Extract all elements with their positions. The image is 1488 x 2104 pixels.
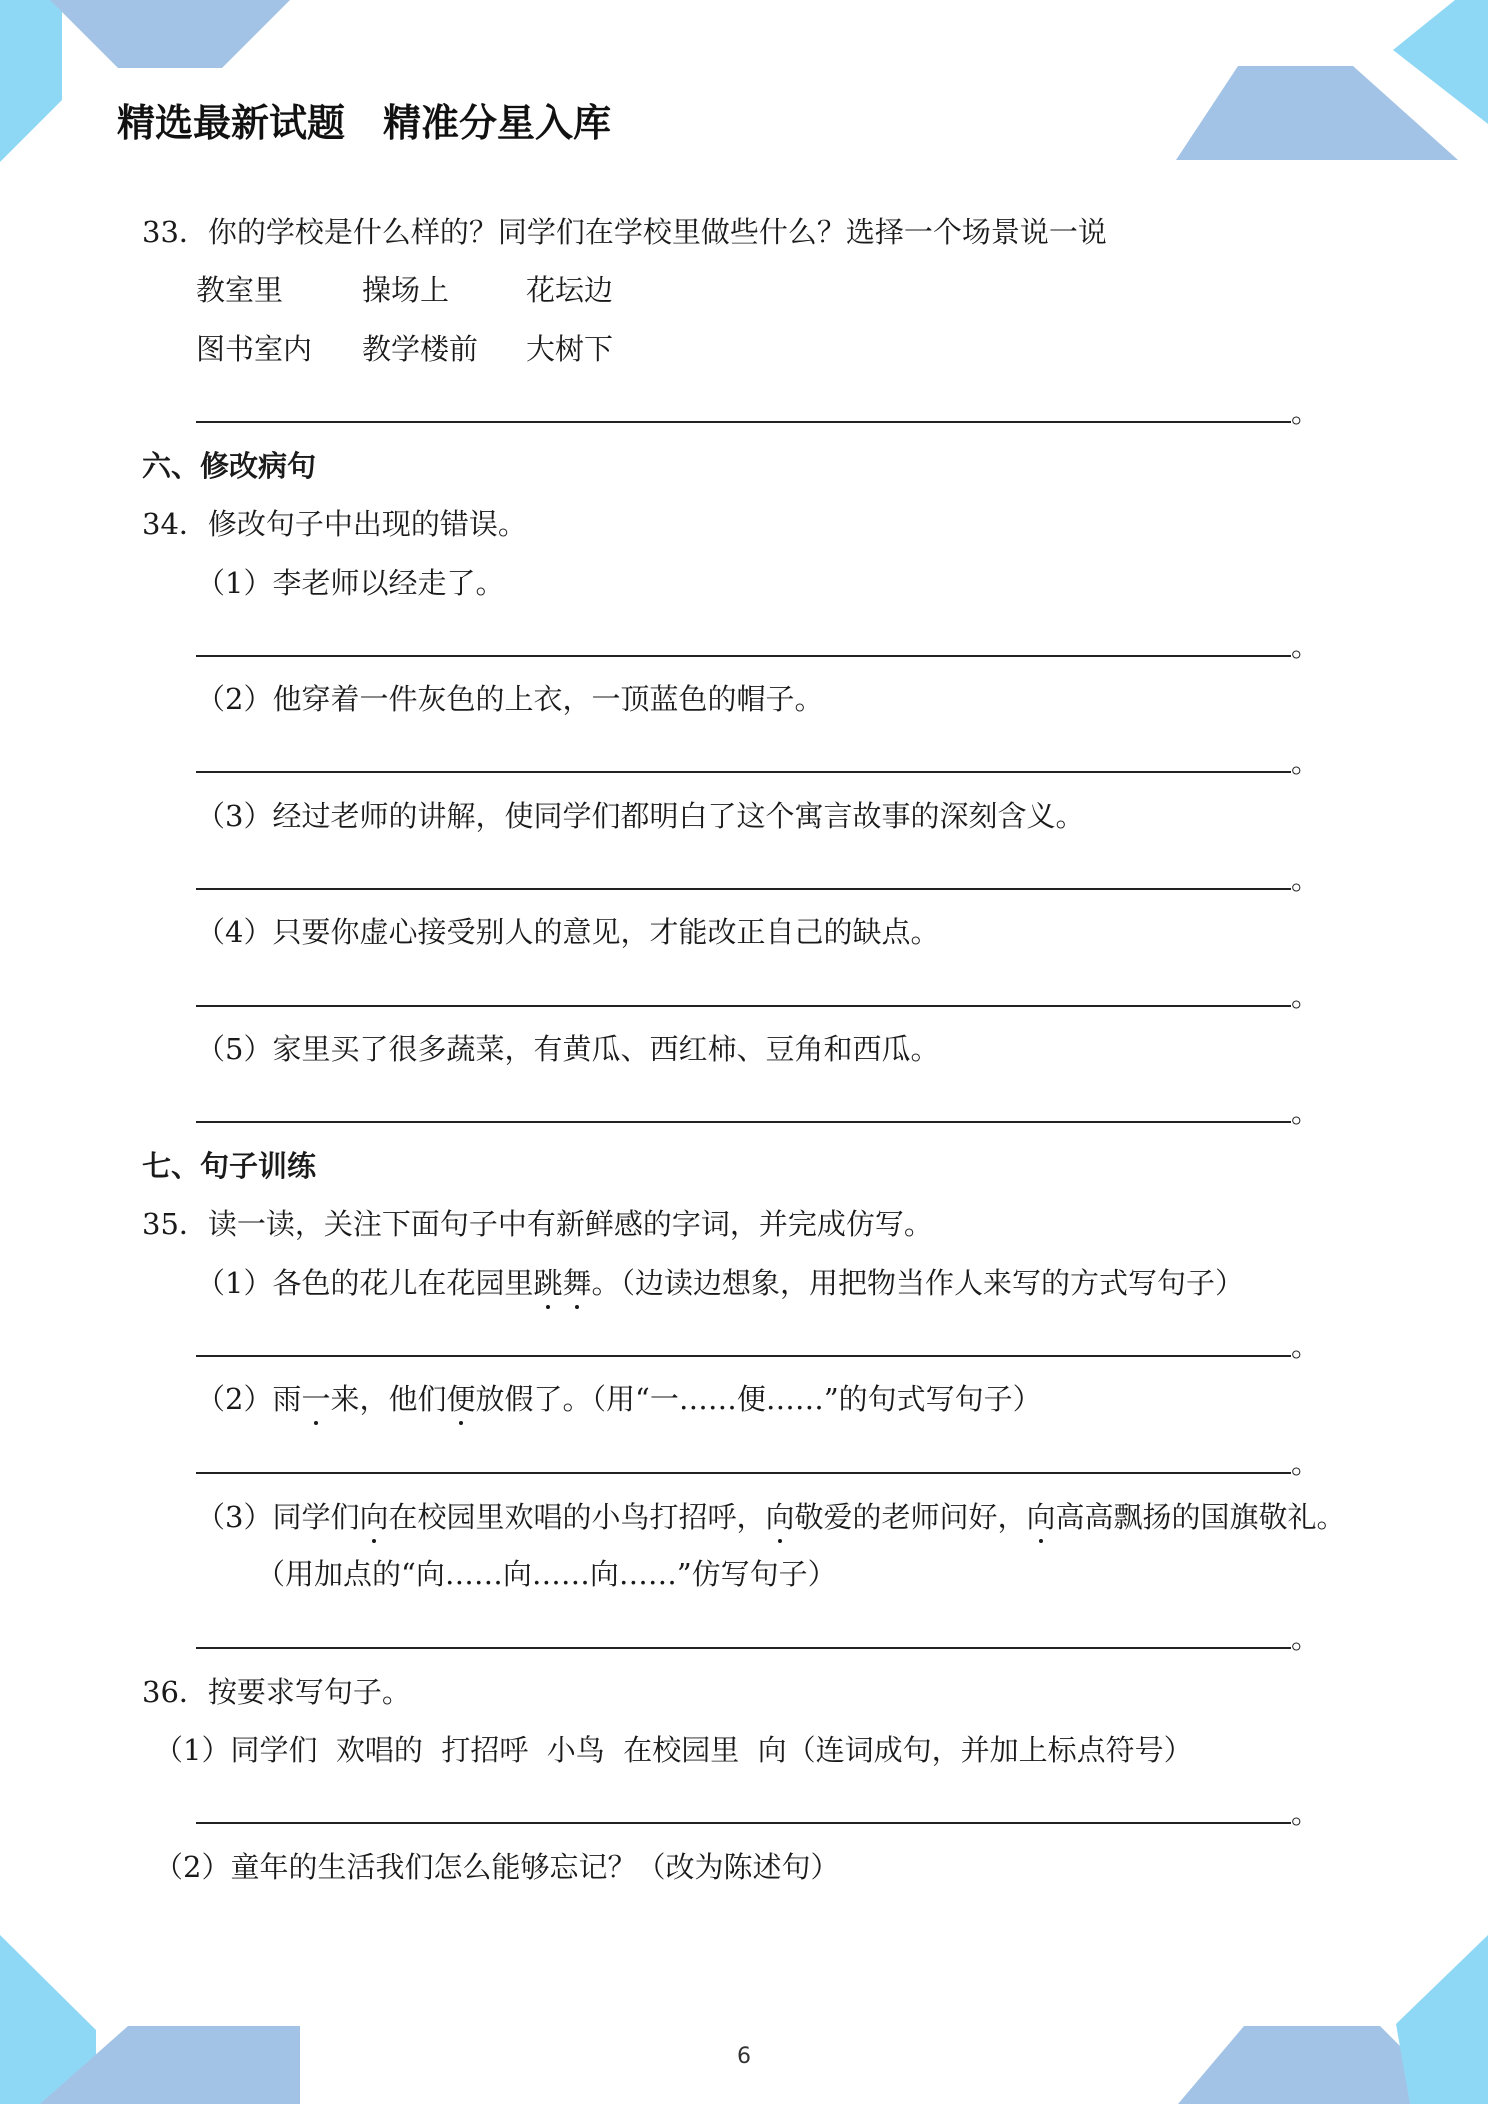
- answer-line[interactable]: [196, 1472, 1291, 1474]
- question-33: 33．你的学校是什么样的？同学们在学校里做些什么？选择一个场景说一说: [142, 215, 1107, 249]
- answer-line[interactable]: [196, 1121, 1291, 1123]
- section-heading-6: 六、修改病句: [142, 449, 317, 483]
- dotted-character: 向: [765, 1500, 795, 1534]
- scene-option: 图书室内: [196, 332, 313, 366]
- sentence-item: （1）李老师以经走了。: [196, 566, 505, 600]
- sentence-text: 来，他们: [330, 1382, 447, 1416]
- sentence-text: 在校园里欢唱的小鸟打招呼，: [388, 1500, 766, 1534]
- dotted-character: 向: [359, 1500, 389, 1534]
- sentence-text: （2）雨: [196, 1382, 302, 1416]
- answer-line[interactable]: [196, 655, 1291, 657]
- question-35: 35．读一读，关注下面句子中有新鲜感的字词，并完成仿写。: [142, 1207, 933, 1241]
- dotted-character: 便: [446, 1382, 476, 1416]
- answer-line-end-mark: 。: [1291, 1796, 1321, 1830]
- sentence-text: 高高飘扬的国旗敬礼。: [1055, 1500, 1346, 1534]
- answer-line-end-mark: 。: [1291, 1446, 1321, 1480]
- answer-line-end-mark: 。: [1291, 629, 1321, 663]
- top-left-band: [50, 0, 290, 68]
- header-title: 精选最新试题 精准分星入库: [117, 101, 612, 145]
- bottom-right-triangle: [1396, 1935, 1488, 2104]
- answer-line-end-mark: 。: [1291, 862, 1321, 896]
- question-36: 36．按要求写句子。: [142, 1675, 411, 1709]
- scene-option: 操场上: [362, 273, 450, 307]
- sentence-item: [196, 1265, 1244, 1301]
- scene-option: 教室里: [196, 273, 284, 307]
- answer-line[interactable]: [196, 421, 1291, 423]
- sentence-item: （5）家里买了很多蔬菜，有黄瓜、西红柿、豆角和西瓜。: [196, 1032, 940, 1066]
- sentence-item: （4）只要你虚心接受别人的意见，才能改正自己的缺点。: [196, 915, 940, 949]
- sentence-text: 。（边读边想象，用把物当作人来写的方式写句子）: [591, 1266, 1244, 1300]
- instruction-note: （用加点的“向……向……向……”仿写句子）: [256, 1557, 837, 1591]
- dotted-character: 舞: [562, 1266, 592, 1300]
- scene-option: 大树下: [526, 332, 614, 366]
- answer-line[interactable]: [196, 1647, 1291, 1649]
- bottom-left-triangle: [0, 1935, 96, 2104]
- answer-line[interactable]: [196, 1005, 1291, 1007]
- answer-line-end-mark: 。: [1291, 1621, 1321, 1655]
- answer-line-end-mark: 。: [1291, 395, 1321, 429]
- answer-line[interactable]: [196, 771, 1291, 773]
- question-34: 34．修改句子中出现的错误。: [142, 507, 527, 541]
- sentence-text: （1）各色的花儿在花园里: [196, 1266, 534, 1300]
- top-right-triangle: [1393, 0, 1488, 124]
- sentence-item: （2）童年的生活我们怎么能够忘记？（改为陈述句）: [154, 1850, 840, 1884]
- answer-line-end-mark: 。: [1291, 979, 1321, 1013]
- dotted-character: 向: [1026, 1500, 1056, 1534]
- dotted-character: 一: [301, 1382, 331, 1416]
- top-right-trapezoid: [1176, 66, 1458, 160]
- sentence-item: [196, 1381, 1042, 1417]
- answer-line[interactable]: [196, 1822, 1291, 1824]
- dotted-character: 跳: [533, 1266, 563, 1300]
- top-left-triangle: [0, 0, 62, 162]
- page-number: 6: [737, 2044, 751, 2069]
- answer-line-end-mark: 。: [1291, 745, 1321, 779]
- sentence-item: （3）经过老师的讲解，使同学们都明白了这个寓言故事的深刻含义。: [196, 799, 1085, 833]
- scene-option: 花坛边: [526, 273, 614, 307]
- sentence-text: 放假了。（用“一……便……”的句式写句子）: [475, 1382, 1042, 1416]
- section-heading-7: 七、句子训练: [142, 1149, 317, 1183]
- sentence-item: （2）他穿着一件灰色的上衣，一顶蓝色的帽子。: [196, 682, 824, 716]
- answer-line[interactable]: [196, 888, 1291, 890]
- answer-line-end-mark: 。: [1291, 1329, 1321, 1363]
- sentence-item: （1）同学们 欢唱的 打招呼 小鸟 在校园里 向（连词成句，并加上标点符号）: [154, 1733, 1193, 1767]
- answer-line[interactable]: [196, 1355, 1291, 1357]
- sentence-item: [196, 1499, 1346, 1535]
- scene-option: 教学楼前: [362, 332, 479, 366]
- sentence-text: 敬爱的老师问好，: [794, 1500, 1027, 1534]
- answer-line-end-mark: 。: [1291, 1095, 1321, 1129]
- sentence-text: （3）同学们: [196, 1500, 360, 1534]
